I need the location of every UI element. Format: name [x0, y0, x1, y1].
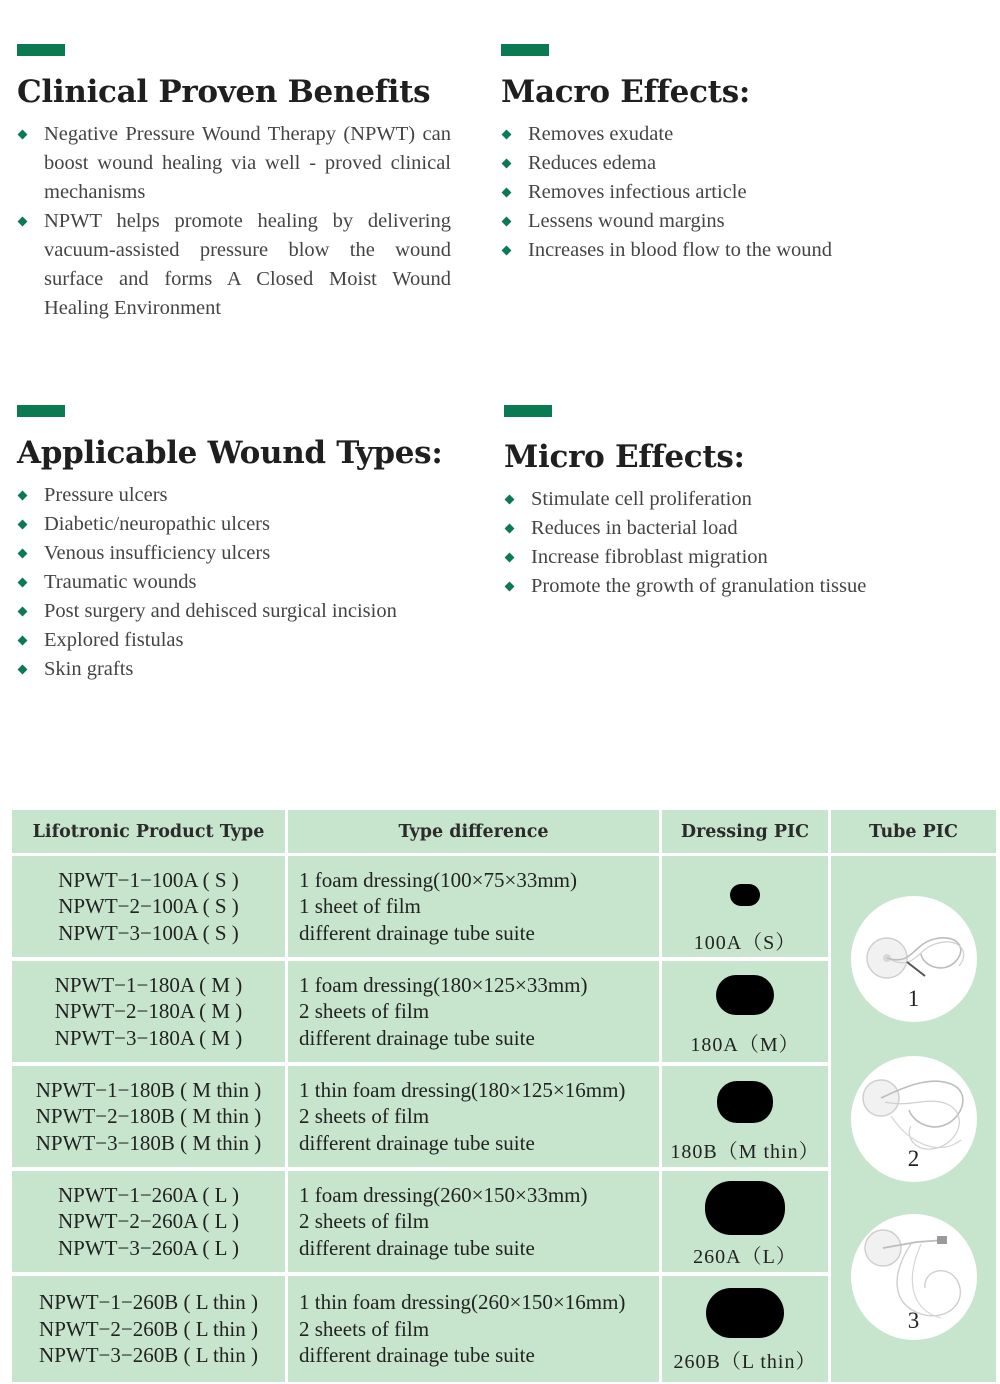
diamond-bullet-icon: [18, 607, 28, 617]
list-item: Negative Pressure Wound Therapy (NPWT) can boost wound healing via well - proved clinical mechanisms: [17, 120, 451, 207]
list-item: Pressure ulcers: [17, 481, 487, 510]
list-item: Removes infectious article: [501, 178, 971, 207]
diamond-bullet-icon: [18, 130, 28, 140]
dressing-label: 180B（M thin）: [670, 1141, 820, 1163]
difference-line: 1 foam dressing(100×75×33mm): [299, 867, 577, 892]
clinical-benefits-section: [17, 44, 451, 323]
list-item: Skin grafts: [17, 655, 487, 684]
section-title: Clinical Proven Benefits: [17, 74, 431, 110]
product-type-cell: [12, 1171, 285, 1272]
list-item: Reduces edema: [501, 149, 971, 178]
difference-line: different drainage tube suite: [299, 1130, 535, 1155]
diamond-bullet-icon: [18, 520, 28, 530]
product-type-line: NPWT−2−180B ( M thin ): [35, 1104, 262, 1129]
product-type-line: NPWT−2−100A ( S ): [58, 894, 239, 919]
list-item: Explored fistulas: [17, 626, 487, 655]
header-product-type: Lifotronic Product Type: [12, 810, 285, 853]
list-item: NPWT helps promote healing by delivering vacuum-assisted pressure blow the wound surface and forms A Closed Moist Wound Healing Environment: [17, 207, 451, 323]
difference-line: 2 sheets of film: [299, 1209, 430, 1234]
header-tube-pic: Tube PIC: [831, 810, 996, 853]
product-type-line: NPWT−3−100A ( S ): [58, 920, 239, 945]
diamond-bullet-icon: [502, 217, 512, 227]
diamond-bullet-icon: [18, 217, 28, 227]
list-item: Removes exudate: [501, 120, 971, 149]
difference-line: 1 foam dressing(260×150×33mm): [299, 1182, 588, 1207]
type-difference-cell: [288, 961, 659, 1062]
list-item: Promote the growth of granulation tissue: [504, 572, 984, 601]
difference-line: 2 sheets of film: [299, 1104, 430, 1129]
section-accent-bar: [501, 44, 549, 56]
product-type-line: NPWT−3−260A ( L ): [58, 1235, 239, 1260]
list-item: Lessens wound margins: [501, 207, 971, 236]
diamond-bullet-icon: [502, 130, 512, 140]
product-type-line: NPWT−1−180A ( M ): [54, 972, 243, 997]
tube-pic-cell: [831, 856, 996, 1382]
product-type-line: NPWT−2−180A ( M ): [54, 999, 243, 1024]
product-type-cell: [12, 1276, 285, 1382]
section-title: Micro Effects:: [504, 439, 745, 475]
dressing-label: 260B（L thin）: [673, 1351, 817, 1373]
list-item: Increase fibroblast migration: [504, 543, 984, 572]
dressing-pic-cell: [662, 1171, 828, 1272]
list-item: Traumatic wounds: [17, 568, 487, 597]
section-accent-bar: [17, 405, 65, 417]
tube-label: 3: [907, 1308, 920, 1333]
dressing-label: 260A（L）: [693, 1246, 797, 1268]
tube-label: 1: [907, 986, 920, 1011]
section-title: Applicable Wound Types:: [17, 435, 443, 471]
micro-effects-list: [504, 485, 984, 601]
difference-line: different drainage tube suite: [299, 920, 535, 945]
micro-effects-section: [504, 405, 984, 601]
difference-line: 1 sheet of film: [299, 894, 421, 919]
product-type-line: NPWT−2−260B ( L thin ): [39, 1316, 258, 1341]
dressing-pic-cell: [662, 961, 828, 1062]
diamond-bullet-icon: [502, 188, 512, 198]
product-type-line: NPWT−1−100A ( S ): [58, 867, 239, 892]
dressing-180b-image: [717, 1081, 773, 1123]
wound-types-list: [17, 481, 487, 684]
dressing-label: 100A（S）: [693, 932, 797, 954]
section-accent-bar: [17, 44, 65, 56]
type-difference-cell: [288, 1066, 659, 1167]
diamond-bullet-icon: [18, 578, 28, 588]
header-type-difference: Type difference: [288, 810, 659, 853]
product-type-line: NPWT−3−180B ( M thin ): [35, 1130, 262, 1155]
product-type-line: NPWT−1−260B ( L thin ): [39, 1290, 258, 1315]
list-item: Post surgery and dehisced surgical incision: [17, 597, 487, 626]
dressing-label: 180A（M）: [690, 1034, 800, 1056]
dressing-pic-cell: [662, 1276, 828, 1382]
product-table: [12, 810, 996, 1382]
dressing-100a-image: [730, 884, 760, 906]
diamond-bullet-icon: [502, 246, 512, 256]
difference-line: different drainage tube suite: [299, 1025, 535, 1050]
diamond-bullet-icon: [505, 524, 515, 534]
diamond-bullet-icon: [502, 159, 512, 169]
difference-line: different drainage tube suite: [299, 1343, 535, 1368]
dressing-260b-image: [706, 1288, 784, 1338]
list-item: Reduces in bacterial load: [504, 514, 984, 543]
diamond-bullet-icon: [505, 553, 515, 563]
difference-line: 2 sheets of film: [299, 1316, 430, 1341]
difference-line: 1 foam dressing(180×125×33mm): [299, 972, 588, 997]
product-type-line: NPWT−2−260A ( L ): [58, 1209, 239, 1234]
list-item: Increases in blood flow to the wound: [501, 236, 971, 265]
diamond-bullet-icon: [18, 491, 28, 501]
list-item: Stimulate cell proliferation: [504, 485, 984, 514]
section-accent-bar: [504, 405, 552, 417]
product-type-cell: [12, 961, 285, 1062]
diamond-bullet-icon: [505, 495, 515, 505]
difference-line: different drainage tube suite: [299, 1235, 535, 1260]
difference-line: 2 sheets of film: [299, 999, 430, 1024]
tube-label: 2: [907, 1146, 920, 1171]
macro-effects-section: [501, 44, 971, 265]
product-type-line: NPWT−3−260B ( L thin ): [39, 1343, 258, 1368]
benefits-list: [17, 120, 451, 323]
list-item: Diabetic/neuropathic ulcers: [17, 510, 487, 539]
product-type-cell: [12, 1066, 285, 1167]
product-type-cell: [12, 856, 285, 957]
type-difference-cell: [288, 1171, 659, 1272]
difference-line: 1 thin foam dressing(180×125×16mm): [299, 1077, 626, 1102]
type-difference-cell: [288, 1276, 659, 1382]
type-difference-cell: [288, 856, 659, 957]
diamond-bullet-icon: [18, 549, 28, 559]
list-item: Venous insufficiency ulcers: [17, 539, 487, 568]
product-type-line: NPWT−1−180B ( M thin ): [35, 1077, 262, 1102]
product-type-line: NPWT−3−180A ( M ): [54, 1025, 243, 1050]
dressing-pic-cell: [662, 856, 828, 957]
product-type-line: NPWT−1−260A ( L ): [58, 1182, 239, 1207]
dressing-180a-image: [716, 975, 774, 1015]
diamond-bullet-icon: [18, 665, 28, 675]
section-title: Macro Effects:: [501, 74, 750, 110]
diamond-bullet-icon: [18, 636, 28, 646]
macro-effects-list: [501, 120, 971, 265]
header-dressing-pic: Dressing PIC: [662, 810, 828, 853]
diamond-bullet-icon: [505, 582, 515, 592]
wound-types-section: [17, 405, 487, 684]
difference-line: 1 thin foam dressing(260×150×16mm): [299, 1290, 626, 1315]
dressing-pic-cell: [662, 1066, 828, 1167]
dressing-260a-image: [705, 1181, 785, 1235]
